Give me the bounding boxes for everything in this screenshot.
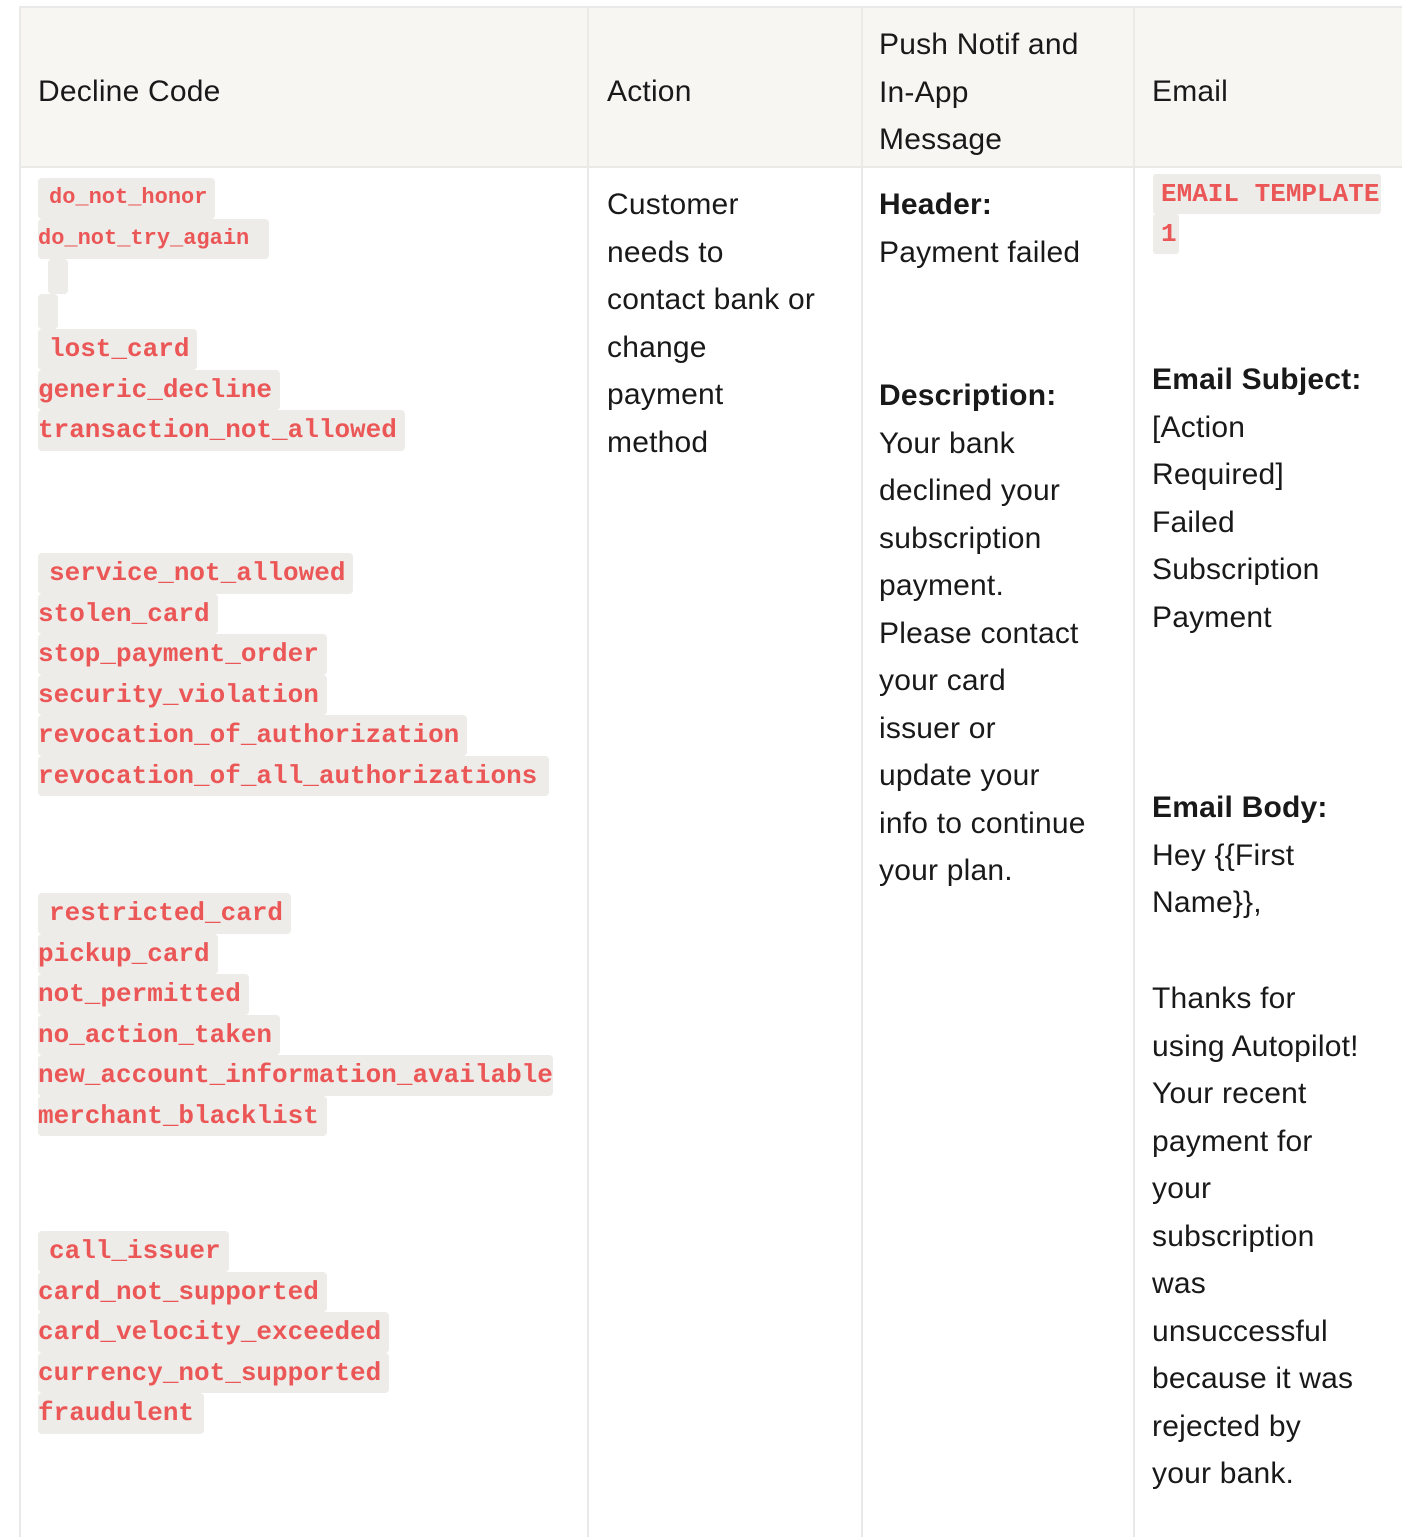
header-action: Action — [607, 75, 692, 108]
push-description-line: Please contact — [879, 616, 1079, 650]
decline-code-group-1 — [38, 178, 405, 451]
email-template-number: 1 — [1153, 214, 1179, 254]
email-body-line: Your recent — [1152, 1077, 1307, 1110]
action-line: needs to — [607, 235, 724, 269]
decline-code: transaction_not_allowed — [38, 410, 405, 451]
action-line: Customer — [607, 188, 739, 221]
decline-code: stop_payment_order — [38, 634, 327, 675]
push-header-block — [879, 181, 1080, 276]
column-divider — [587, 8, 589, 1537]
decline-code: generic_decline — [38, 370, 280, 411]
email-body-block — [1152, 784, 1328, 927]
email-body-line: because it was — [1152, 1362, 1354, 1395]
push-description-block — [879, 372, 1086, 895]
decline-code: revocation_of_all_authorizations — [38, 756, 549, 797]
push-description-line: declined your — [879, 474, 1061, 507]
push-description-line: update your — [879, 759, 1040, 792]
decline-code-group-2 — [38, 553, 549, 796]
decline-code: stolen_card — [38, 594, 218, 635]
email-greeting-line: Hey {{First — [1152, 838, 1295, 872]
header-push-notif — [879, 21, 1079, 164]
push-description-line: subscription — [879, 521, 1042, 555]
header-push-line: Message — [879, 123, 1003, 156]
email-body-line: Thanks for — [1152, 982, 1296, 1015]
decline-code: lost_card — [38, 329, 197, 370]
email-subject-line: Failed — [1152, 505, 1235, 539]
header-decline-code: Decline Code — [38, 75, 221, 108]
action-line: change — [607, 330, 707, 364]
email-subject-label: Email Subject: — [1152, 363, 1362, 396]
email-body-line: your bank. — [1152, 1457, 1295, 1490]
decline-code: fraudulent — [38, 1393, 204, 1434]
email-subject-line: Required] — [1152, 458, 1284, 491]
email-body-text — [1152, 975, 1359, 1498]
action-line: method — [607, 425, 709, 459]
email-body-line: using Autopilot! — [1152, 1029, 1359, 1063]
decline-code: service_not_allowed — [38, 553, 353, 594]
decline-codes-table — [19, 6, 1402, 1537]
decline-code: call_issuer — [38, 1231, 229, 1272]
email-subject-block — [1152, 356, 1362, 641]
decline-code-empty — [48, 259, 68, 294]
action-line: payment — [607, 378, 724, 411]
push-description-line: issuer or — [879, 711, 996, 745]
decline-code-group-4 — [38, 1231, 389, 1434]
action-text — [607, 181, 815, 466]
push-description-line: your plan. — [879, 854, 1013, 887]
column-divider — [1133, 8, 1135, 1537]
decline-code-group-3 — [38, 893, 553, 1136]
push-description-line: payment. — [879, 569, 1004, 602]
decline-code: card_not_supported — [38, 1272, 327, 1313]
decline-code: pickup_card — [38, 934, 218, 975]
email-body-label: Email Body: — [1152, 791, 1328, 824]
email-body-line: rejected by — [1152, 1409, 1301, 1443]
email-greeting-line: Name}}, — [1152, 886, 1262, 919]
header-email: Email — [1152, 75, 1229, 108]
email-body-line: was — [1152, 1267, 1206, 1300]
push-description-line: your card — [879, 664, 1006, 697]
email-subject-line: Payment — [1152, 600, 1272, 634]
email-body-line: payment for — [1152, 1124, 1313, 1158]
email-template-label: EMAIL TEMPLATE — [1153, 174, 1381, 214]
decline-code: do_not_try_again — [38, 219, 269, 260]
decline-code: do_not_honor — [38, 178, 215, 219]
decline-code: restricted_card — [38, 893, 291, 934]
email-body-line: your — [1152, 1172, 1212, 1205]
decline-code: not_permitted — [38, 974, 249, 1015]
decline-code: new_account_information_available — [38, 1055, 553, 1096]
email-subject-line: Subscription — [1152, 553, 1320, 586]
push-description-label: Description: — [879, 379, 1057, 412]
push-description-line: Your bank — [879, 426, 1015, 460]
email-subject-line: [Action — [1152, 410, 1246, 444]
email-body-line: unsuccessful — [1152, 1314, 1328, 1348]
decline-code-empty — [38, 294, 58, 329]
email-template-tag — [1153, 174, 1381, 254]
push-header-label: Header: — [879, 188, 993, 221]
decline-code: no_action_taken — [38, 1015, 280, 1056]
action-line: contact bank or — [607, 283, 816, 316]
decline-code: card_velocity_exceeded — [38, 1312, 389, 1353]
column-divider — [861, 8, 863, 1537]
header-push-line: Push Notif and — [879, 28, 1079, 61]
push-description-line: info to continue — [879, 806, 1086, 840]
decline-code: currency_not_supported — [38, 1353, 389, 1394]
decline-code: security_violation — [38, 675, 327, 716]
header-push-line: In-App — [879, 75, 969, 109]
email-body-line: subscription — [1152, 1219, 1315, 1253]
decline-code: merchant_blacklist — [38, 1096, 327, 1137]
push-header-text: Payment failed — [879, 235, 1081, 269]
decline-code: revocation_of_authorization — [38, 715, 467, 756]
